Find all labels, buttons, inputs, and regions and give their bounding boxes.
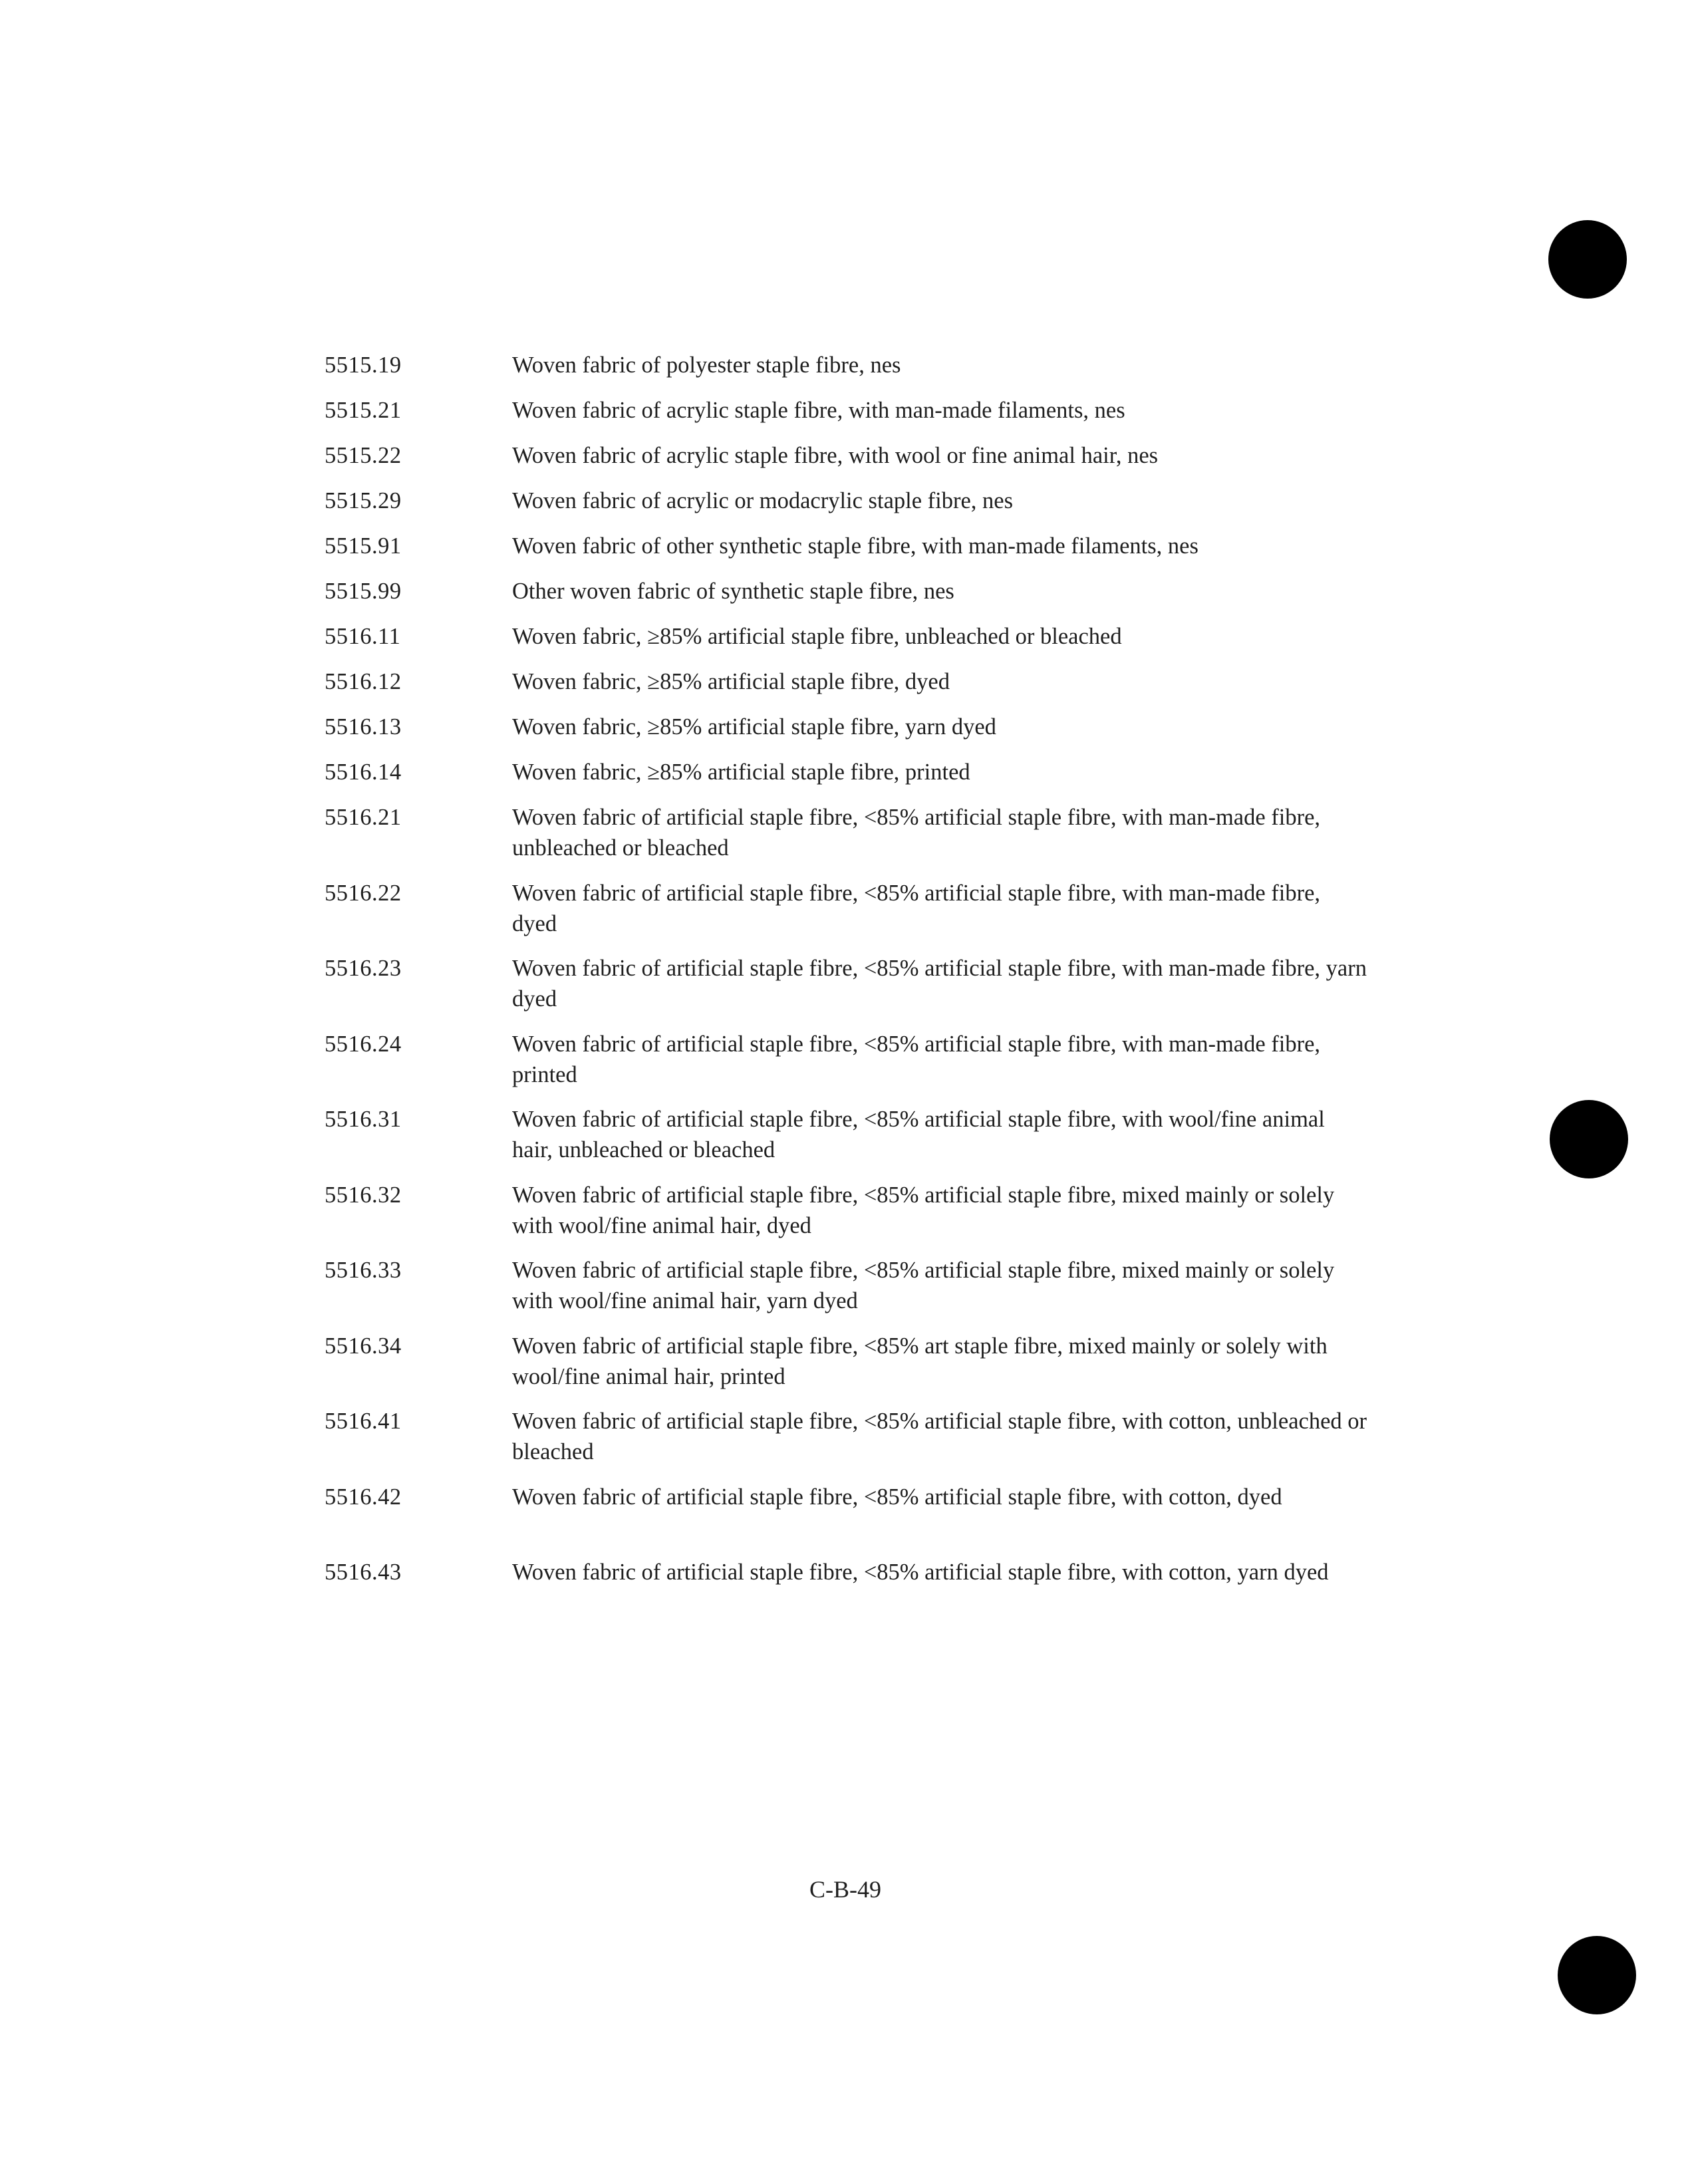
tariff-code: 5516.33 xyxy=(325,1258,402,1283)
tariff-row xyxy=(325,395,1375,440)
tariff-row xyxy=(325,621,1375,666)
tariff-description: Other woven fabric of synthetic staple fibre, nes xyxy=(512,579,954,604)
tariff-code: 5516.42 xyxy=(325,1484,402,1510)
tariff-code: 5516.43 xyxy=(325,1560,402,1585)
tariff-code: 5515.21 xyxy=(325,398,402,423)
tariff-row xyxy=(325,440,1375,485)
tariff-row xyxy=(325,1482,1375,1558)
tariff-row xyxy=(325,878,1375,954)
tariff-description: Woven fabric of artificial staple fibre, <85% artificial staple fibre, mixed mainly or solely with wool/fine animal hair, dyed xyxy=(512,1182,1335,1238)
tariff-description: Woven fabric, ≥85% artificial staple fibre, yarn dyed xyxy=(512,714,996,740)
punch-hole-top xyxy=(1548,220,1627,299)
tariff-row xyxy=(325,953,1375,1029)
tariff-description: Woven fabric of artificial staple fibre, <85% artificial staple fibre, with cotton, dyed xyxy=(512,1484,1282,1510)
tariff-code: 5516.23 xyxy=(325,956,402,981)
tariff-code: 5515.99 xyxy=(325,579,402,604)
tariff-description: Woven fabric, ≥85% artificial staple fibre, unbleached or bleached xyxy=(512,624,1122,649)
tariff-description: Woven fabric of artificial staple fibre, <85% artificial staple fibre, with man-made fibre, printed xyxy=(512,1031,1321,1087)
tariff-row xyxy=(325,802,1375,878)
tariff-row xyxy=(325,1406,1375,1482)
tariff-description: Woven fabric of artificial staple fibre, <85% artificial staple fibre, with man-made fibre, unbleached or bleached xyxy=(512,805,1321,861)
tariff-code: 5516.13 xyxy=(325,714,402,740)
tariff-code: 5516.32 xyxy=(325,1182,402,1208)
tariff-row xyxy=(325,1331,1375,1407)
tariff-description: Woven fabric of artificial staple fibre, <85% artificial staple fibre, with man-made fibre, dyed xyxy=(512,880,1321,936)
tariff-row xyxy=(325,1180,1375,1256)
tariff-description: Woven fabric of acrylic staple fibre, with wool or fine animal hair, nes xyxy=(512,443,1159,468)
tariff-row xyxy=(325,1557,1375,1633)
tariff-code: 5515.22 xyxy=(325,443,402,468)
tariff-description: Woven fabric of artificial staple fibre, <85% artificial staple fibre, with cotton, yarn dyed xyxy=(512,1560,1329,1585)
tariff-description: Woven fabric of artificial staple fibre, <85% artificial staple fibre, with wool/fine animal hair, unbleached or bleached xyxy=(512,1107,1325,1162)
tariff-row xyxy=(325,757,1375,802)
tariff-code: 5515.29 xyxy=(325,488,402,513)
tariff-code: 5516.21 xyxy=(325,805,402,830)
tariff-code: 5515.91 xyxy=(325,533,402,559)
tariff-description: Woven fabric of acrylic staple fibre, with man-made filaments, nes xyxy=(512,398,1125,423)
tariff-row xyxy=(325,485,1375,531)
tariff-code: 5516.24 xyxy=(325,1031,402,1057)
tariff-description: Woven fabric of other synthetic staple fibre, with man-made filaments, nes xyxy=(512,533,1198,559)
tariff-description: Woven fabric of polyester staple fibre, nes xyxy=(512,352,901,378)
tariff-row xyxy=(325,712,1375,757)
tariff-row xyxy=(325,1029,1375,1105)
tariff-code: 5516.34 xyxy=(325,1333,402,1359)
tariff-code: 5515.19 xyxy=(325,352,402,378)
tariff-code: 5516.31 xyxy=(325,1107,402,1132)
page-number: C-B-49 xyxy=(809,1876,881,1903)
tariff-description: Woven fabric, ≥85% artificial staple fibre, dyed xyxy=(512,669,950,694)
tariff-description: Woven fabric of artificial staple fibre, <85% artificial staple fibre, with cotton, unbleached or bleached xyxy=(512,1409,1367,1464)
tariff-code: 5516.11 xyxy=(325,624,401,649)
tariff-row xyxy=(325,576,1375,621)
tariff-code-list xyxy=(325,350,1375,1633)
tariff-row xyxy=(325,350,1375,395)
tariff-description: Woven fabric of acrylic or modacrylic staple fibre, nes xyxy=(512,488,1014,513)
punch-hole-middle xyxy=(1550,1100,1628,1178)
tariff-description: Woven fabric of artificial staple fibre, <85% art staple fibre, mixed mainly or solely with wool/fine animal hair, printed xyxy=(512,1333,1328,1389)
tariff-code: 5516.12 xyxy=(325,669,402,694)
tariff-code: 5516.22 xyxy=(325,880,402,906)
tariff-code: 5516.41 xyxy=(325,1409,402,1434)
tariff-code: 5516.14 xyxy=(325,759,402,785)
tariff-row xyxy=(325,531,1375,576)
tariff-description: Woven fabric of artificial staple fibre, <85% artificial staple fibre, with man-made fibre, yarn dyed xyxy=(512,956,1367,1012)
tariff-row xyxy=(325,1104,1375,1180)
tariff-description: Woven fabric of artificial staple fibre, <85% artificial staple fibre, mixed mainly or solely with wool/fine animal hair, yarn dyed xyxy=(512,1258,1335,1313)
tariff-description: Woven fabric, ≥85% artificial staple fibre, printed xyxy=(512,759,970,785)
tariff-row xyxy=(325,666,1375,712)
tariff-row xyxy=(325,1255,1375,1331)
punch-hole-bottom xyxy=(1558,1936,1636,2014)
